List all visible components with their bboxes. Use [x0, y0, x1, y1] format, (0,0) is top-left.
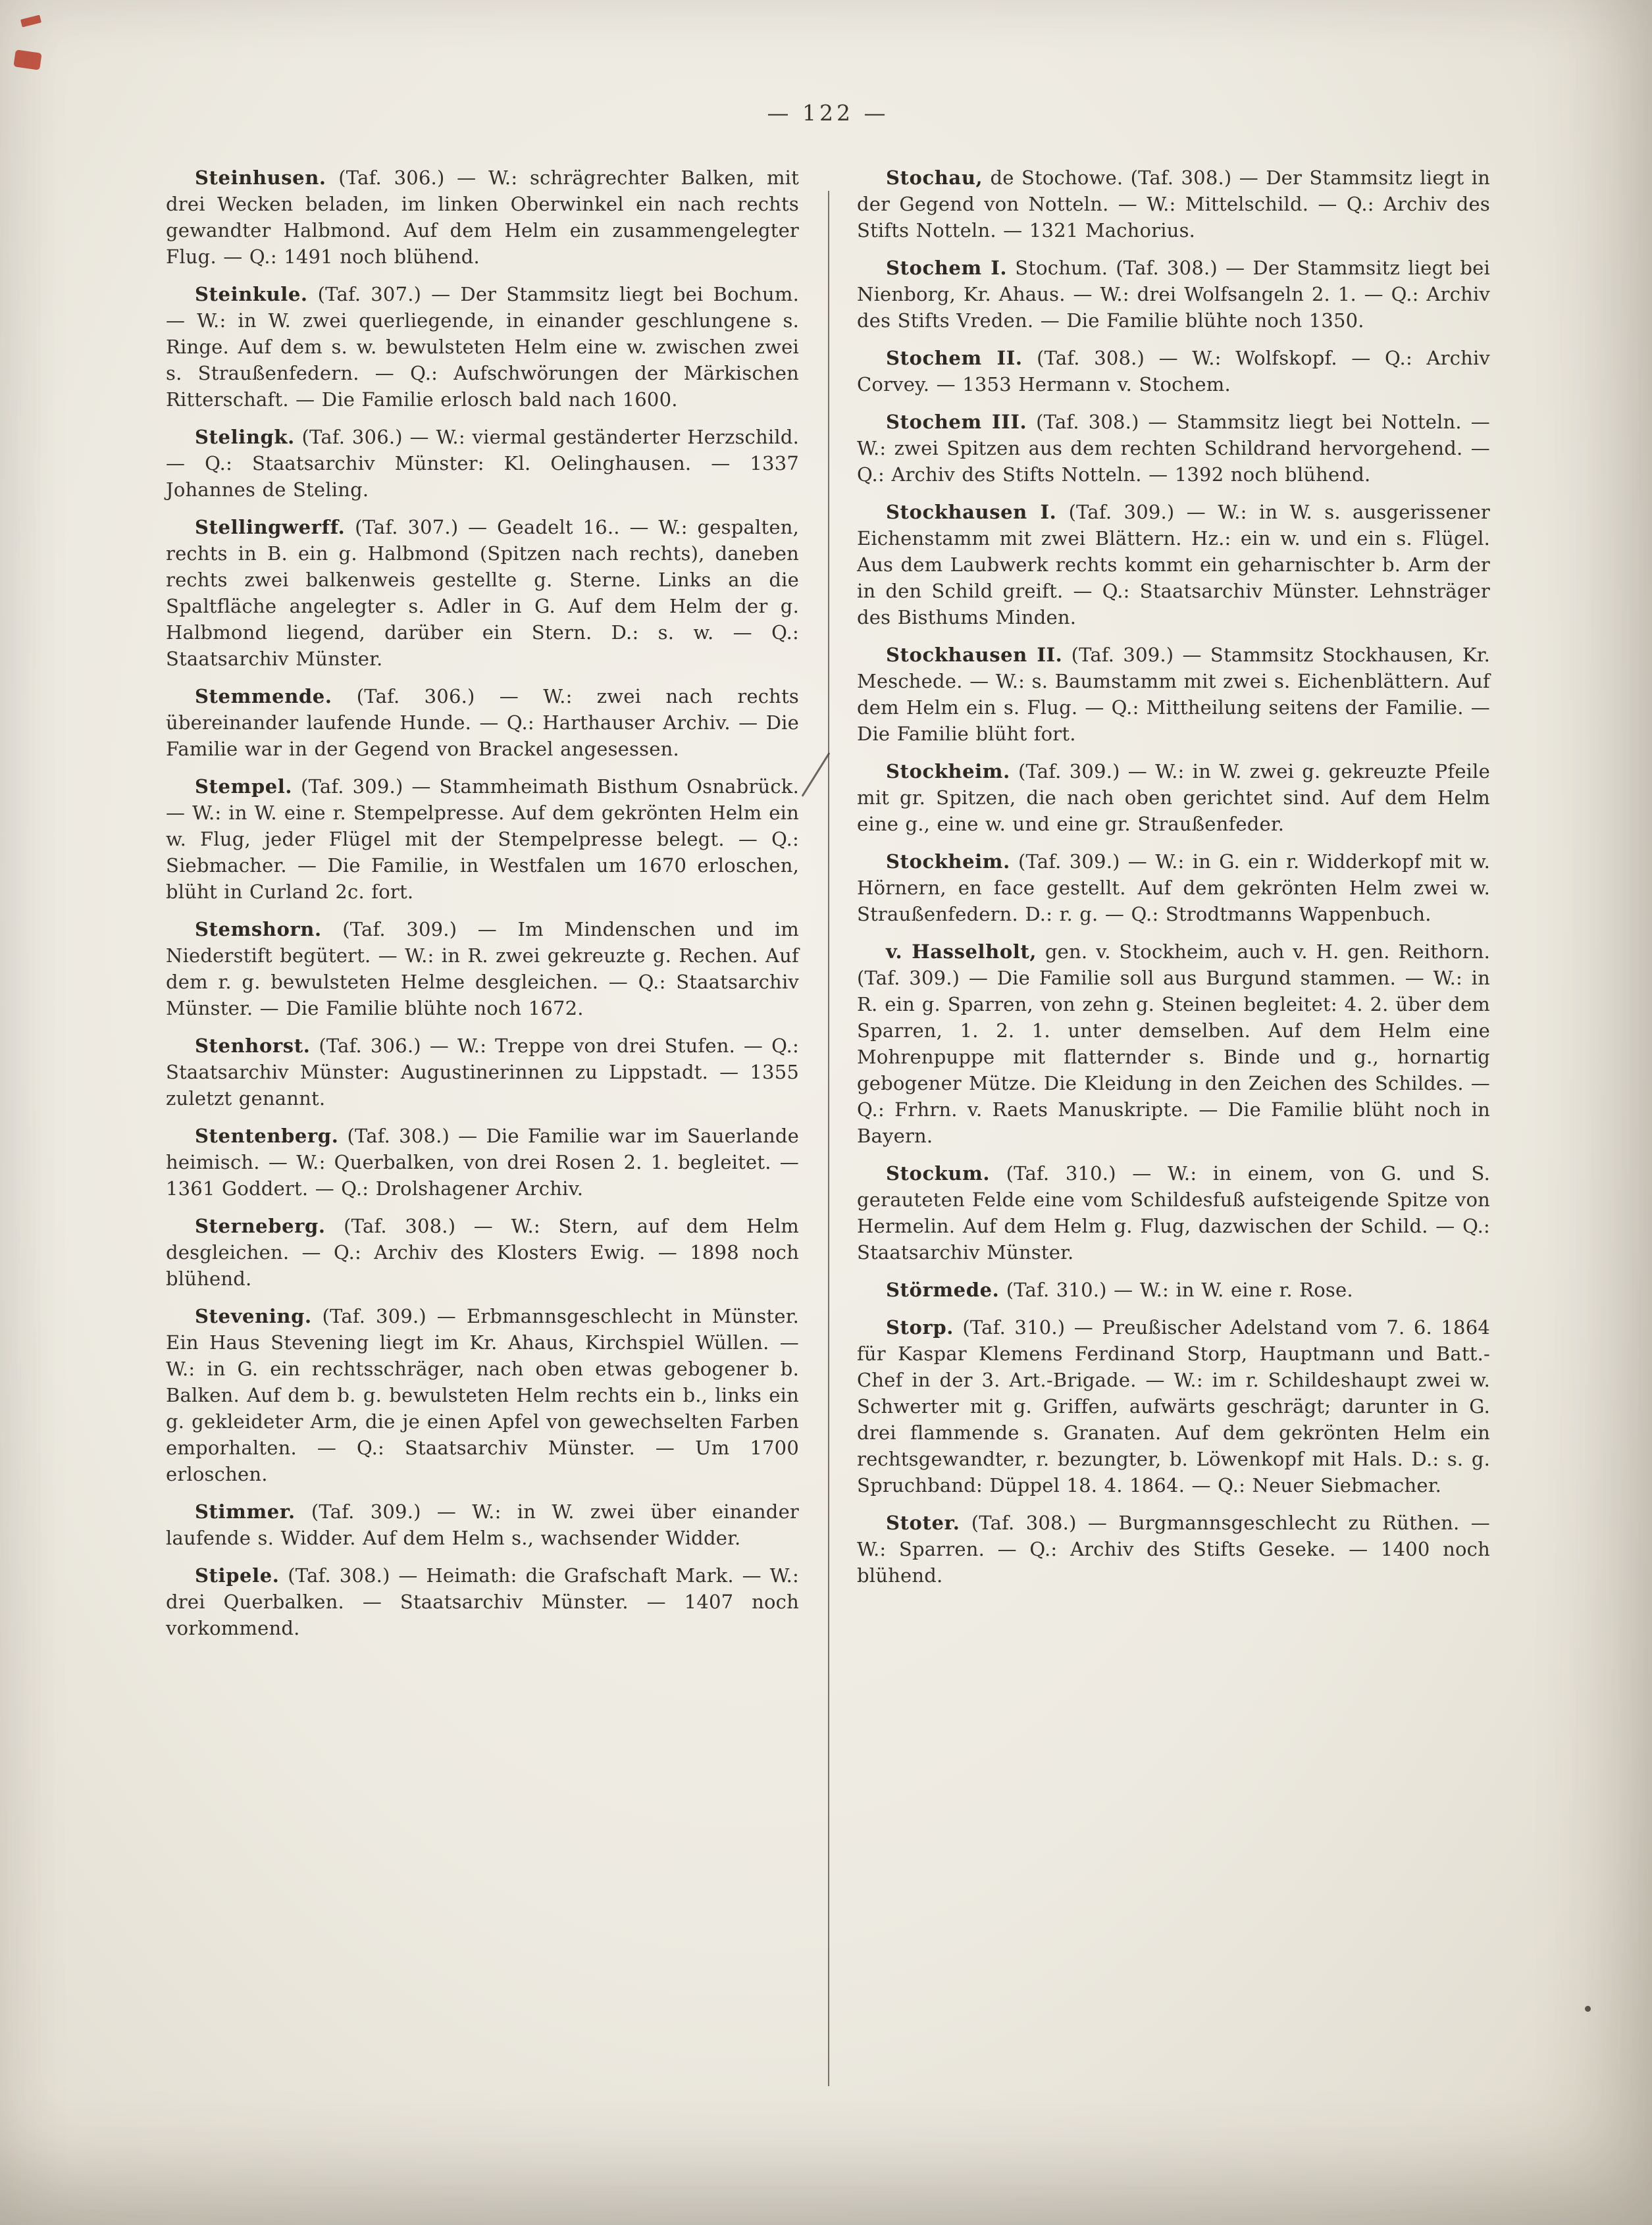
- entry-name: Stimmer.: [195, 1500, 296, 1523]
- entry: [166, 165, 799, 270]
- entry: [857, 409, 1490, 488]
- entry: [857, 938, 1490, 1149]
- entry: [166, 1123, 799, 1202]
- entry-name: Stemmende.: [195, 685, 332, 707]
- column-divider-rule: [828, 191, 829, 2086]
- entry: [857, 642, 1490, 747]
- entry-name: Stenhorst.: [195, 1035, 311, 1057]
- entry-body: (Taf. 309.) — Im Mindenschen und im Niederstift begütert. — W.: in R. zwei gekreuzte g. Rechen. Auf dem r. g. bewulsteten Helme desgleichen. — Q.: Staatsarchiv Münster. — Die Familie blühte noch 1672.: [166, 918, 799, 1019]
- entry: [166, 281, 799, 413]
- entry: [166, 424, 799, 503]
- entry: [857, 1277, 1490, 1303]
- entry-body: (Taf. 309.) — W.: in G. ein r. Widderkopf mit w. Hörnern, en face gestellt. Auf dem gekrönten Helm zwei w. Straußenfedern. D.: r. g. — Q.: Strodtmanns Wappenbuch.: [857, 850, 1490, 925]
- entry-name: Stempel.: [195, 775, 293, 798]
- entry: [166, 773, 799, 905]
- entry: [166, 1498, 799, 1551]
- entry: [166, 916, 799, 1021]
- entry-name: Stipele.: [195, 1564, 280, 1587]
- entry-body: (Taf. 306.) — W.: zwei nach rechts übereinander laufende Hunde. — Q.: Harthauser Archiv. — Die Familie war in der Gegend von Brackel angesessen.: [166, 685, 799, 760]
- entry-name: Stochem I.: [886, 257, 1008, 279]
- entry-name: Stockum.: [886, 1162, 991, 1185]
- entry-name: Stockheim.: [886, 760, 1010, 782]
- entry-name: Stemshorn.: [195, 918, 322, 940]
- entry-body: (Taf. 306.) — W.: viermal geständerter Herzschild. — Q.: Staatsarchiv Münster: Kl. Oelinghausen. — 1337 Johannes de Steling.: [166, 426, 799, 501]
- entry-body: (Taf. 309.) — Stammsitz Stockhausen, Kr. Meschede. — W.: s. Baumstamm mit zwei s. Eichenblättern. Auf dem Helm ein s. Flug. — Q.: Mittheilung seitens der Familie. — Die Familie blüht fort.: [857, 644, 1490, 745]
- entry-body: (Taf. 309.) — W.: in W. s. ausgerissener Eichenstamm mit zwei Blättern. Hz.: ein w. und ein s. Flügel. Aus dem Laubwerk rechts kommt ein geharnischter b. Arm der in den Schild greift. — Q.: Staatsarchiv Münster. Lehnsträger des Bisthums Minden.: [857, 501, 1490, 628]
- entry-name: Steinhusen.: [195, 166, 326, 189]
- page-number: — 122 —: [767, 100, 889, 126]
- entry-body: (Taf. 307.) — Geadelt 16.. — W.: gespalten, rechts in B. ein g. Halbmond (Spitzen nach rechts), daneben rechts zwei balkenweis gestellte g. Sterne. Links an die Spaltfläche angelegter s. Adler in G. Auf dem Helm der g. Halbmond liegend, darüber ein Stern. D.: s. w. — Q.: Staatsarchiv Münster.: [166, 516, 799, 670]
- entry: [857, 1160, 1490, 1266]
- entry-name: Stochem II.: [886, 347, 1023, 369]
- entry: [166, 1033, 799, 1112]
- entry-name: Stoter.: [886, 1512, 960, 1534]
- entry-body: (Taf. 310.) — Preußischer Adelstand vom 7. 6. 1864 für Kaspar Klemens Ferdinand Storp, Hauptmann und Batt.-Chef in der 3. Art.-Brigade. — W.: im r. Schildeshaupt zwei w. Schwerter mit g. Griffen, aufwärts geschrägt; darunter in G. drei flammende s. Granaten. Auf dem gekrönten Helm ein rechtsgewandter, r. bezungter, b. Löwenkopf mit Hals. D.: s. g. Spruchband: Düppel 18. 4. 1864. — Q.: Neuer Siebmacher.: [857, 1316, 1490, 1496]
- entry: [857, 499, 1490, 630]
- entry-name: Sterneberg.: [195, 1215, 326, 1237]
- red-ink-mark: [20, 15, 41, 28]
- entry-name: Stochau,: [886, 166, 983, 189]
- entry-body: (Taf. 306.) — W.: schrägrechter Balken, mit drei Wecken beladen, im linken Oberwinkel ein nach rechts gewandter Halbmond. Auf dem Helm ein zusammengelegter Flug. — Q.: 1491 noch blühend.: [166, 166, 799, 268]
- entry-body: (Taf. 309.) — Erbmannsgeschlecht in Münster. Ein Haus Stevening liegt im Kr. Ahaus, Kirchspiel Wüllen. — W.: in G. ein rechtsschräger, nach oben etwas gebogener b. Balken. Auf dem b. g. bewulsteten Helm rechts ein b., links ein g. gekleideter Arm, die je einen Apfel von gewechselten Farben emporhalten. — Q.: Staatsarchiv Münster. — Um 1700 erloschen.: [166, 1305, 799, 1485]
- entry: [166, 514, 799, 672]
- entry-name: v. Hasselholt,: [886, 940, 1037, 963]
- entry-name: Stockhausen I.: [886, 501, 1057, 523]
- entry-name: Stockhausen II.: [886, 644, 1063, 666]
- entry-body: (Taf. 308.) — W.: Stern, auf dem Helm desgleichen. — Q.: Archiv des Klosters Ewig. — 1898 noch blühend.: [166, 1215, 799, 1290]
- entry-body: (Taf. 308.) — Burgmannsgeschlecht zu Rüthen. — W.: Sparren. — Q.: Archiv des Stifts Geseke. — 1400 noch blühend.: [857, 1512, 1490, 1587]
- entry-name: Stochem III.: [886, 411, 1027, 433]
- entry: [857, 1314, 1490, 1498]
- entry-body: (Taf. 308.) — Stammsitz liegt bei Notteln. — W.: zwei Spitzen aus dem rechten Schildrand hervorgehend. — Q.: Archiv des Stifts Notteln. — 1392 noch blühend.: [857, 411, 1490, 486]
- entry-body: (Taf. 306.) — W.: Treppe von drei Stufen. — Q.: Staatsarchiv Münster: Augustinerinnen zu Lippstadt. — 1355 zuletzt genannt.: [166, 1035, 799, 1110]
- column-gutter: [799, 165, 857, 1652]
- entry-name: Stelingk.: [195, 426, 295, 448]
- entry-body: (Taf. 309.) — W.: in W. zwei g. gekreuzte Pfeile mit gr. Spitzen, die nach oben gerichtet sind. Auf dem Helm eine g., eine w. und eine gr. Straußenfeder.: [857, 760, 1490, 835]
- page-content: [166, 165, 1490, 1652]
- entry: [857, 165, 1490, 243]
- entry: [166, 1562, 799, 1641]
- entry-body: (Taf. 308.) — Heimath: die Grafschaft Mark. — W.: drei Querbalken. — Staatsarchiv Münster. — 1407 noch vorkommend.: [166, 1564, 799, 1639]
- entry-body: de Stochowe. (Taf. 308.) — Der Stammsitz liegt in der Gegend von Notteln. — W.: Mittelschild. — Q.: Archiv des Stifts Notteln. — 1321 Machorius.: [857, 166, 1490, 242]
- entry-name: Störmede.: [886, 1279, 1000, 1301]
- entry-body: (Taf. 308.) — Die Familie war im Sauerlande heimisch. — W.: Querbalken, von drei Rosen 2. 1. begleitet. — 1361 Goddert. — Q.: Drolshagener Archiv.: [166, 1125, 799, 1200]
- entry-body: (Taf. 310.) — W.: in einem, von G. und S. gerauteten Felde eine vom Schildesfuß aufsteigende Spitze von Hermelin. Auf dem Helm g. Flug, dazwischen der Schild. — Q.: Staatsarchiv Münster.: [857, 1162, 1490, 1264]
- entry-body: (Taf. 309.) — W.: in W. zwei über einander laufende s. Widder. Auf dem Helm s., wachsender Widder.: [166, 1500, 799, 1549]
- entry-name: Storp.: [886, 1316, 954, 1339]
- entry-name: Stevening.: [195, 1305, 312, 1327]
- entry-body: (Taf. 310.) — W.: in W. eine r. Rose.: [999, 1279, 1353, 1301]
- entry-name: Stentenberg.: [195, 1125, 339, 1147]
- entry-body: (Taf. 308.) — W.: Wolfskopf. — Q.: Archiv Corvey. — 1353 Hermann v. Stochem.: [857, 347, 1491, 396]
- left-column: [166, 165, 799, 1652]
- entry-name: Stellingwerff.: [195, 516, 346, 538]
- entry: [166, 683, 799, 762]
- entry-name: Stockheim.: [886, 850, 1010, 873]
- right-column: [857, 165, 1490, 1652]
- entry: [166, 1303, 799, 1487]
- entry-name: Steinkule.: [195, 283, 308, 305]
- entry-body: gen. v. Stockheim, auch v. H. gen. Reithorn. (Taf. 309.) — Die Familie soll aus Burgund stammen. — W.: in R. ein g. Sparren, von zehn g. Steinen begleitet: 4. 2. über dem Sparren, 1. 2. 1. unter demselben. Auf dem Helm eine Mohrenpuppe mit flatternder s. Binde und g., hornartig gebogener Mütze. Die Kleidung in den Zeichen des Schildes. — Q.: Frhrn. v. Raets Manuskripte. — Die Familie blüht noch in Bayern.: [857, 940, 1490, 1147]
- entry: [857, 758, 1490, 837]
- entry: [857, 255, 1490, 334]
- red-ink-mark: [13, 49, 41, 70]
- entry-body: (Taf. 307.) — Der Stammsitz liegt bei Bochum. — W.: in W. zwei querliegende, in einander geschlungene s. Ringe. Auf dem s. w. bewulsteten Helm eine w. zwischen zwei s. Straußenfedern. — Q.: Aufschwörungen der Märkischen Ritterschaft. — Die Familie erlosch bald nach 1600.: [166, 283, 799, 411]
- entry: [857, 345, 1490, 397]
- entry: [857, 1510, 1490, 1589]
- entry: [166, 1213, 799, 1292]
- entry-body: (Taf. 309.) — Stammheimath Bisthum Osnabrück. — W.: in W. eine r. Stempelpresse. Auf dem gekrönten Helm ein w. Flug, jeder Flügel mit der Stempelpresse belegt. — Q.: Siebmacher. — Die Familie, in Westfalen um 1670 erloschen, blüht in Curland 2c. fort.: [166, 775, 799, 903]
- margin-dot-mark: [1585, 2006, 1591, 2012]
- entry: [857, 848, 1490, 927]
- entry-body: Stochum. (Taf. 308.) — Der Stammsitz liegt bei Nienborg, Kr. Ahaus. — W.: drei Wolfsangeln 2. 1. — Q.: Archiv des Stifts Vreden. — Die Familie blühte noch 1350.: [857, 257, 1490, 332]
